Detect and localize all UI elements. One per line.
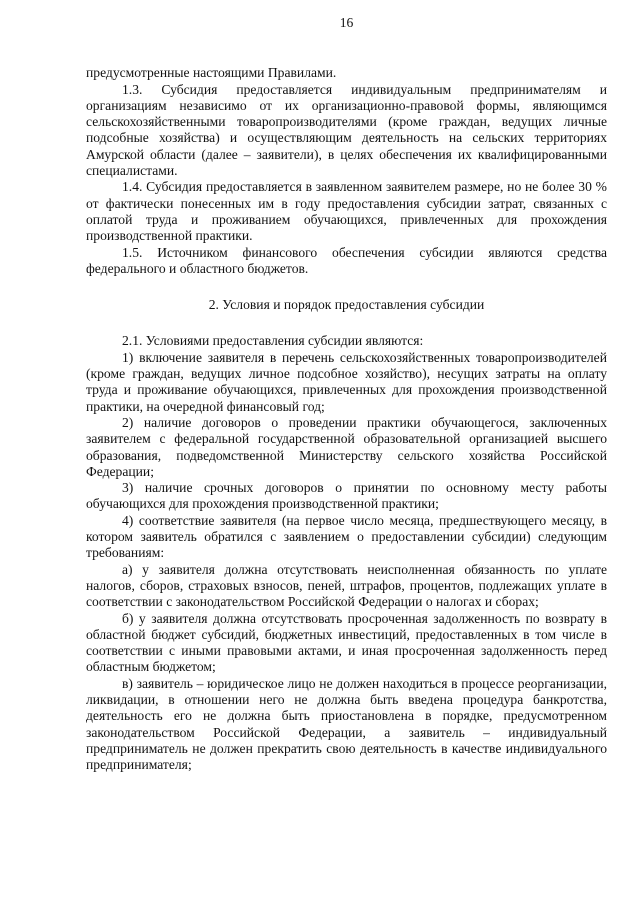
paragraph-1-4: 1.4. Субсидия предоставляется в заявленном заявителем размере, но не более 30 % от фактически понесенных им в году предоставления субсидии затрат, связанных с оплатой труда и проживанием обучающихся, привлеченных для прохождения производственной практики.	[86, 179, 607, 244]
requirement-b: б) у заявителя должна отсутствовать просроченная задолженность по возврату в областной бюджет субсидий, бюджетных инвестиций, предоставленных в том числе в соответствии с иными правовыми актами, и иная просроченная задолженность перед областным бюджетом;	[86, 610, 607, 675]
paragraph-1-3: 1.3. Субсидия предоставляется индивидуальным предпринимателям и организациям независимо от их организационно-правовой формы, являющимся сельскохозяйственными товаропроизводителями (кроме граждан, ведущих личные подсобные хозяйства) и осуществляющим деятельность на сельских территориях Амурской области (далее – заявители), в целях обеспечения их квалифицированными специалистами.	[86, 81, 607, 179]
condition-item-1: 1) включение заявителя в перечень сельскохозяйственных товаропроизводителей (кроме граждан, ведущих личное подсобное хозяйство), несущих затраты на оплату труда и проживание обучающихся, привлеченных для прохождения производственной практики, на очередной финансовый год;	[86, 349, 607, 414]
section-heading: 2. Условия и порядок предоставления субсидии	[208, 297, 485, 313]
condition-item-4: 4) соответствие заявителя (на первое число месяца, предшествующего месяцу, в котором заявитель обратился с заявлением о предоставлении субсидии) следующим требованиям:	[86, 512, 607, 561]
paragraph-2-1: 2.1. Условиями предоставления субсидии являются:	[122, 333, 424, 349]
requirement-v: в) заявитель – юридическое лицо не должен находиться в процессе реорганизации, ликвидации, в отношении него не должна быть введена процедура банкротства, деятельность его не должна быть приостановлена в порядке, предусмотренном законодательством Российской Федерации, а заявитель – индивидуальный предприниматель не должен прекратить свою деятельность в качестве индивидуального предпринимателя;	[86, 675, 607, 773]
paragraph-1-5: 1.5. Источником финансового обеспечения субсидии являются средства федерального и областного бюджетов.	[86, 244, 607, 276]
requirement-a: а) у заявителя должна отсутствовать неисполненная обязанность по уплате налогов, сборов, страховых взносов, пеней, штрафов, процентов, подлежащих уплате в соответствии с законодательством Российской Федерации о налогах и сборах;	[86, 561, 607, 610]
condition-item-3: 3) наличие срочных договоров о принятии по основному месту работы обучающихся для прохождения производственной практики;	[86, 480, 607, 512]
paragraph-continuation: предусмотренные настоящими Правилами.	[86, 65, 337, 81]
page-number: 16	[339, 15, 354, 30]
condition-item-2: 2) наличие договоров о проведении практики обучающегося, заключенных заявителем с федеральной государственной образовательной организацией высшего образования, подведомственной Министерству сельского хозяйства Российской Федерации;	[86, 414, 607, 479]
